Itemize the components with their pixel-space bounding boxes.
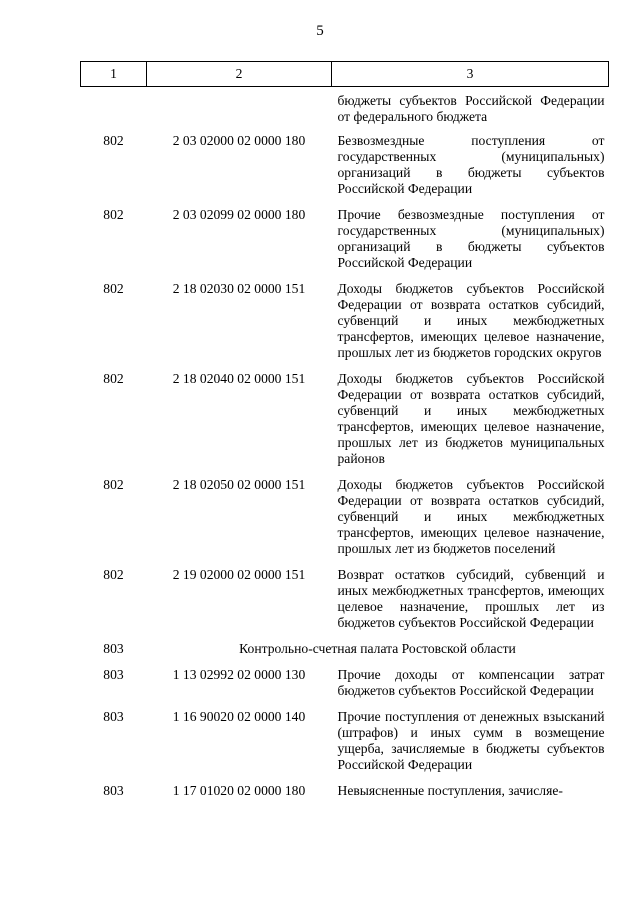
admin-code: 803 (103, 783, 124, 798)
budget-code: 2 03 02000 02 0000 180 (172, 133, 306, 148)
revenue-classification-table (80, 61, 609, 809)
section-title: Контрольно-счетная палата Ростовской области (239, 641, 516, 656)
page-number: 5 (316, 23, 324, 39)
revenue-description: Прочие безвозмездные поступления от государственных (муниципальных) организаций в бюджеты субъектов Российской Федерации (337, 207, 605, 270)
budget-code: 2 19 02000 02 0000 151 (172, 567, 306, 582)
budget-code: 2 03 02099 02 0000 180 (172, 207, 306, 222)
revenue-description: Безвозмездные поступления от государственных (муниципальных) организаций в бюджеты субъектов Российской Федерации (337, 133, 605, 196)
column-header-2: 2 (147, 62, 332, 87)
table-row (81, 207, 609, 281)
revenue-description: Доходы бюджетов субъектов Российской Федерации от возврата остатков субсидий, субвенций и иных межбюджетных трансфертов, имеющих целевое назначение, прошлых лет из бюджетов городских округов (337, 281, 605, 360)
admin-code: 802 (103, 281, 124, 296)
column-header-1: 1 (81, 62, 147, 87)
table-row (81, 667, 609, 709)
table-row (81, 477, 609, 567)
budget-code (147, 87, 332, 134)
admin-code: 802 (103, 567, 124, 582)
revenue-description: бюджеты субъектов Российской Федерации от федерального бюджета (337, 93, 605, 124)
admin-code: 803 (103, 709, 124, 724)
admin-code: 802 (103, 477, 124, 492)
table-header-row (81, 62, 609, 87)
revenue-description: Невыясненные поступления, зачисляе- (337, 783, 563, 798)
section-header-row (81, 641, 609, 667)
revenue-description: Доходы бюджетов субъектов Российской Федерации от возврата остатков субсидий, субвенций и иных межбюджетных трансфертов, имеющих целевое назначение, прошлых лет из бюджетов муниципальных районов (337, 371, 605, 466)
budget-code: 2 18 02030 02 0000 151 (172, 281, 306, 296)
admin-code: 802 (103, 133, 124, 148)
column-header-3: 3 (332, 62, 609, 87)
table-row (81, 709, 609, 783)
table-row (81, 281, 609, 371)
table-row (81, 567, 609, 641)
budget-code: 1 16 90020 02 0000 140 (172, 709, 306, 724)
table-row (81, 783, 609, 809)
admin-code: 803 (103, 667, 124, 682)
admin-code (81, 87, 147, 134)
revenue-description: Возврат остатков субсидий, субвенций и иных межбюджетных трансфертов, имеющих целевое назначение, прошлых лет из бюджетов субъектов Российской Федерации (337, 567, 605, 630)
budget-code: 1 17 01020 02 0000 180 (172, 783, 306, 798)
admin-code: 802 (103, 207, 124, 222)
budget-code: 2 18 02050 02 0000 151 (172, 477, 306, 492)
table-row (81, 87, 609, 134)
revenue-description: Доходы бюджетов субъектов Российской Федерации от возврата остатков субсидий, субвенций и иных межбюджетных трансфертов, имеющих целевое назначение, прошлых лет из бюджетов поселений (337, 477, 605, 556)
budget-code: 1 13 02992 02 0000 130 (172, 667, 306, 682)
revenue-description: Прочие доходы от компенсации затрат бюджетов субъектов Российской Федерации (337, 667, 605, 698)
table-row (81, 371, 609, 477)
table-row (81, 133, 609, 207)
revenue-description: Прочие поступления от денежных взысканий (штрафов) и иных сумм в возмещение ущерба, зачисляемые в бюджеты субъектов Российской Федерации (337, 709, 605, 772)
section-code: 803 (103, 641, 124, 656)
admin-code: 802 (103, 371, 124, 386)
budget-code: 2 18 02040 02 0000 151 (172, 371, 306, 386)
